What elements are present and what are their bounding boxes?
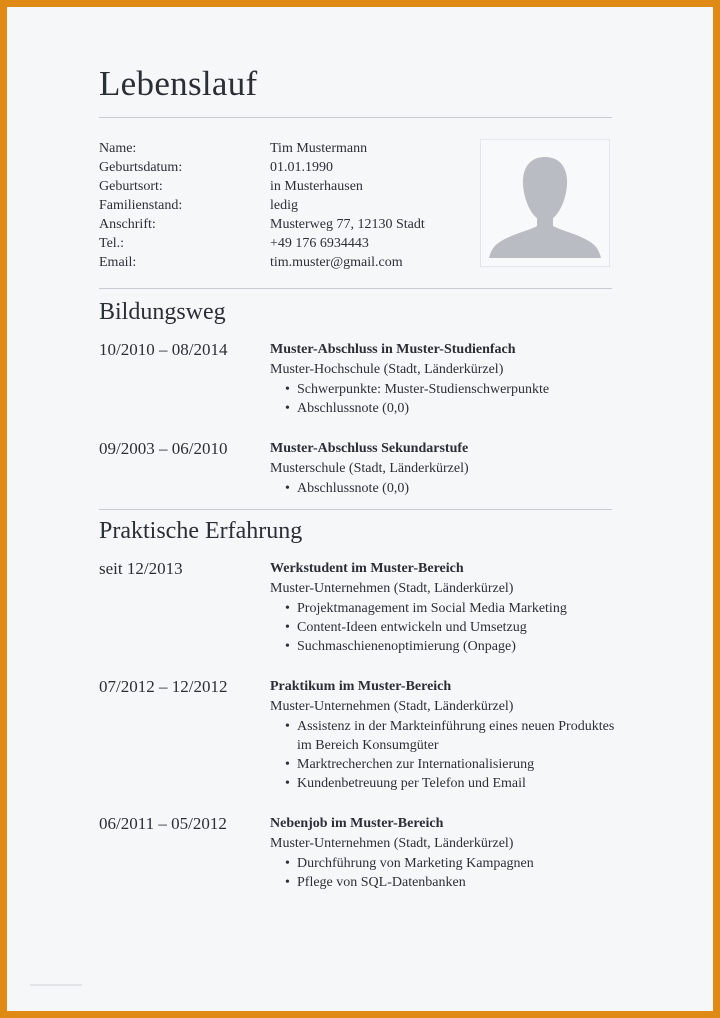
list-item: • Kundenbetreuung per Telefon und Email: [270, 774, 615, 793]
list-item: • Abschlussnote (0,0): [270, 399, 615, 418]
entry-date: 10/2010 – 08/2014: [99, 340, 228, 359]
list-item: • Pflege von SQL-Datenbanken: [270, 873, 615, 892]
list-item: • Content-Ideen entwickeln und Umsetzug: [270, 618, 615, 637]
detail-value: ledig: [270, 198, 298, 213]
entry-title: Muster-Abschluss Sekundarstufe: [270, 441, 469, 456]
entry-organization: Muster-Unternehmen (Stadt, Länderkürzel): [270, 581, 514, 596]
list-item: • Projektmanagement im Social Media Marketing: [270, 599, 615, 618]
detail-row-birthdate: [99, 158, 499, 177]
divider: [99, 288, 612, 289]
list-item: • Assistenz in der Markteinführung eines neuen Produktes im Bereich Konsumgüter: [285, 718, 615, 753]
entry-title: Nebenjob im Muster-Bereich: [270, 816, 444, 831]
entry-title: Muster-Abschluss in Muster-Studienfach: [270, 342, 516, 357]
detail-label: Email:: [99, 255, 137, 270]
bullet-icon: •: [285, 619, 290, 635]
bullet-icon: •: [285, 400, 290, 416]
entry-date: 06/2011 – 05/2012: [99, 814, 227, 833]
entry-body: [270, 677, 615, 794]
detail-label: Geburtsdatum:: [99, 160, 183, 175]
bullet-icon: •: [285, 874, 290, 890]
detail-label: Anschrift:: [99, 217, 156, 232]
person-silhouette-icon: [481, 140, 609, 266]
entry-bullets: [270, 479, 615, 498]
bullet-icon: •: [285, 381, 290, 397]
detail-label: Name:: [99, 141, 137, 156]
detail-row-address: [99, 215, 499, 234]
entry-organization: Musterschule (Stadt, Länderkürzel): [270, 461, 469, 476]
entry-organization: Muster-Unternehmen (Stadt, Länderkürzel): [270, 836, 514, 851]
personal-details: [99, 139, 499, 272]
detail-label: Tel.:: [99, 236, 125, 251]
bullet-icon: •: [285, 480, 290, 496]
divider: [99, 509, 612, 510]
list-item: • Suchmaschienenoptimierung (Onpage): [270, 637, 615, 656]
entry-body: [270, 340, 615, 418]
list-item: • Durchführung von Marketing Kampagnen: [270, 854, 615, 873]
detail-value: Tim Mustermann: [270, 141, 368, 156]
detail-row-phone: [99, 234, 499, 253]
entry-bullets: [270, 380, 615, 419]
profile-photo: [480, 139, 610, 267]
detail-row-email: [99, 253, 499, 272]
detail-label: Familienstand:: [99, 198, 183, 213]
list-item: • Schwerpunkte: Muster-Studienschwerpunkte: [270, 380, 615, 399]
entry-organization: Muster-Unternehmen (Stadt, Länderkürzel): [270, 699, 514, 714]
bullet-icon: •: [285, 639, 290, 655]
detail-row-marital-status: [99, 196, 499, 215]
divider: [99, 117, 612, 118]
bullet-icon: •: [285, 718, 290, 734]
detail-label: Geburtsort:: [99, 179, 163, 194]
detail-row-birthplace: [99, 177, 499, 196]
list-item: • Abschlussnote (0,0): [270, 479, 615, 498]
detail-value: in Musterhausen: [270, 179, 363, 194]
entry-date: 09/2003 – 06/2010: [99, 439, 228, 458]
entry-body: [270, 814, 615, 892]
list-item: • Marktrecherchen zur Internationalisierung: [270, 755, 615, 774]
entry-body: [270, 439, 615, 498]
entry-date: 07/2012 – 12/2012: [99, 677, 228, 696]
detail-value: Musterweg 77, 12130 Stadt: [270, 217, 425, 232]
entry-title: Praktikum im Muster-Bereich: [270, 679, 452, 694]
bullet-icon: •: [285, 757, 290, 773]
entry-bullets: [270, 599, 615, 657]
detail-value: +49 176 6934443: [270, 236, 369, 251]
bullet-icon: •: [285, 600, 290, 616]
section-title-experience: Praktische Erfahrung: [99, 518, 303, 544]
detail-row-name: [99, 139, 499, 158]
section-title-education: Bildungsweg: [99, 299, 226, 325]
entry-date: seit 12/2013: [99, 559, 183, 578]
entry-body: [270, 559, 615, 656]
entry-bullets: [270, 854, 615, 893]
page-title: Lebenslauf: [99, 64, 258, 103]
entry-organization: Muster-Hochschule (Stadt, Länderkürzel): [270, 362, 504, 377]
bullet-icon: •: [285, 776, 290, 792]
entry-bullets: [270, 717, 615, 794]
detail-value: tim.muster@gmail.com: [270, 255, 403, 270]
detail-value: 01.01.1990: [270, 160, 333, 175]
entry-title: Werkstudent im Muster-Bereich: [270, 561, 464, 576]
bullet-icon: •: [285, 855, 290, 871]
watermark: [30, 982, 82, 988]
